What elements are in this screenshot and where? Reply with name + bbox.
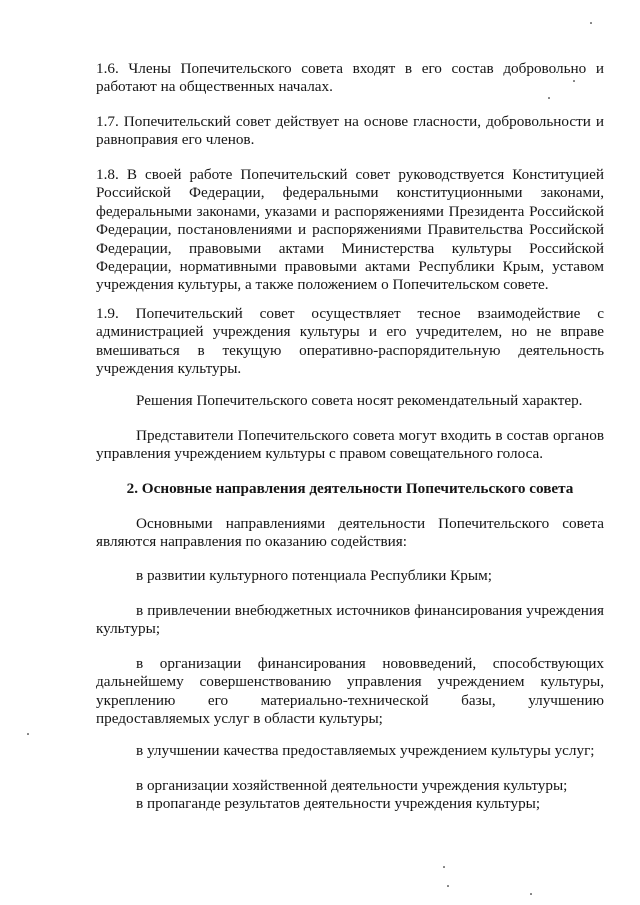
scan-speck: [590, 22, 592, 24]
scan-speck: [530, 893, 532, 895]
list-item-innovations: в организации финансирования нововведений, способствующих дальнейшему совершенствованию управления учреждением культуры, укреплению его материально-технической базы, улучшению предоставляемых услуг в области культуры;: [96, 655, 604, 728]
paragraph-main-directions: Основными направлениями деятельности Попечительского совета являются направления по оказанию содействия:: [96, 515, 604, 551]
paragraph-1-7: 1.7. Попечительский совет действует на основе гласности, добровольности и равноправия его членов.: [96, 113, 604, 149]
scan-speck: [443, 866, 445, 868]
paragraph-1-9: 1.9. Попечительский совет осуществляет тесное взаимодействие с администрацией учреждения культуры и его учредителем, но не вправе вмешиваться в текущую оперативно-распорядительную деятельность учреждения культуры.: [96, 305, 604, 378]
list-item-quality: в улучшении качества предоставляемых учреждением культуры услуг;: [136, 742, 595, 759]
scan-speck: [27, 733, 29, 735]
scan-speck: [548, 97, 550, 99]
section-2-heading: 2. Основные направления деятельности Попечительского совета: [126, 480, 574, 497]
paragraph-decisions: Решения Попечительского совета носят рекомендательный характер.: [136, 392, 583, 409]
list-item-potential: в развитии культурного потенциала Республики Крым;: [136, 567, 492, 584]
list-item-propaganda: в пропаганде результатов деятельности учреждения культуры;: [136, 795, 541, 812]
list-item-economic: в организации хозяйственной деятельности учреждения культуры;: [136, 777, 568, 794]
paragraph-representatives: Представители Попечительского совета могут входить в состав органов управления учреждением культуры с правом совещательного голоса.: [96, 427, 604, 463]
list-item-funding-sources: в привлечении внебюджетных источников финансирования учреждения культуры;: [96, 602, 604, 638]
scan-speck: [447, 885, 449, 887]
paragraph-1-8: 1.8. В своей работе Попечительский совет руководствуется Конституцией Российской Федерации, федеральными конституционными законами, федеральными законами, указами и распоряжениями Президента Российской Федерации, постановлениями и распоряжениями Правительства Российской Федерации, правовыми актами Министерства культуры Российской Федерации, нормативными правовыми актами Республики Крым, уставом учреждения культуры, а также положением о Попечительском совете.: [96, 166, 604, 294]
paragraph-1-6: 1.6. Члены Попечительского совета входят в его состав добровольно и работают на общественных началах.: [96, 60, 604, 96]
scan-speck: [573, 80, 575, 82]
